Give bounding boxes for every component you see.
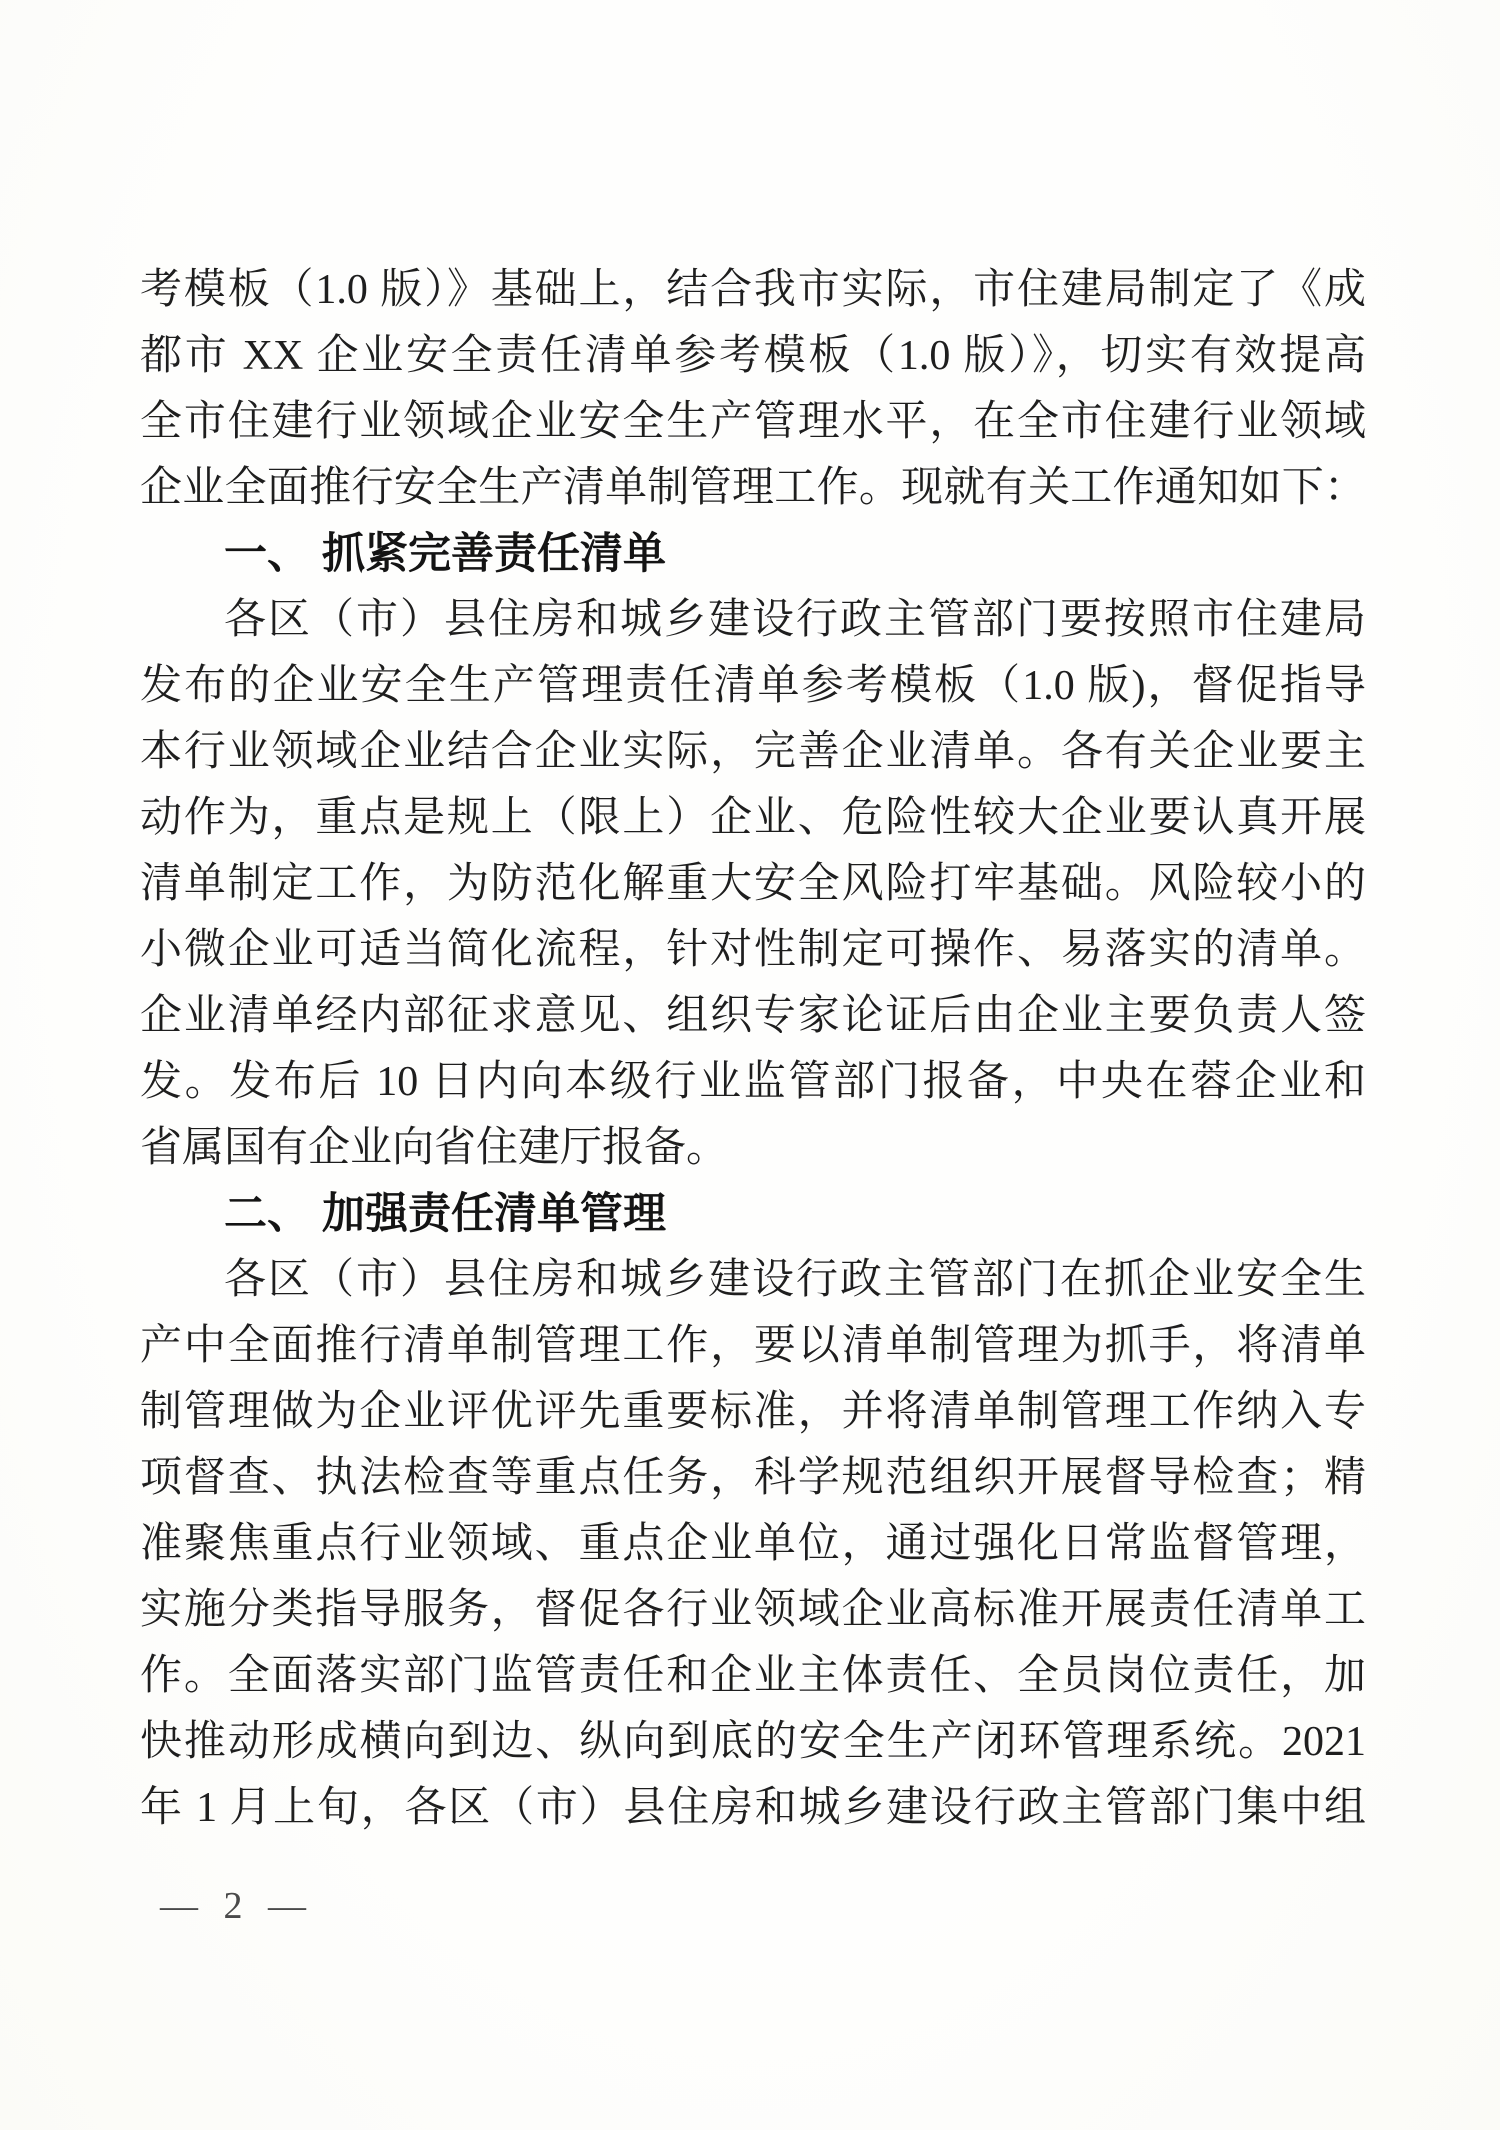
body-line: 动作为，重点是规上（限上）企业、危险性较大企业要认真开展 (140, 795, 1366, 841)
body-line: 发。发布后 10 日内向本级行业监管部门报备，中央在蓉企业和 (140, 1059, 1366, 1105)
document-body (140, 257, 1366, 1841)
body-line: 全市住建行业领域企业安全生产管理水平，在全市住建行业领域 (140, 399, 1366, 445)
body-line: 企业全面推行安全生产清单制管理工作。现就有关工作通知如下： (140, 465, 1366, 511)
body-line: 制管理做为企业评优评先重要标准，并将清单制管理工作纳入专 (140, 1389, 1366, 1435)
body-line: 作。全面落实部门监管责任和企业主体责任、全员岗位责任，加 (140, 1653, 1366, 1699)
section-heading-1: 一、 抓紧完善责任清单 (224, 530, 666, 578)
body-line: 年 1 月上旬，各区（市）县住房和城乡建设行政主管部门集中组 (140, 1785, 1366, 1831)
body-line: 产中全面推行清单制管理工作，要以清单制管理为抓手，将清单 (140, 1323, 1366, 1369)
body-line: 本行业领域企业结合企业实际，完善企业清单。各有关企业要主 (140, 729, 1366, 775)
body-line: 清单制定工作，为防范化解重大安全风险打牢基础。风险较小的 (140, 861, 1366, 907)
body-line: 项督查、执法检查等重点任务，科学规范组织开展督导检查；精 (140, 1455, 1366, 1501)
body-line: 快推动形成横向到边、纵向到底的安全生产闭环管理系统。2021 (140, 1719, 1366, 1765)
body-line: 企业清单经内部征求意见、组织专家论证后由企业主要负责人签 (140, 993, 1366, 1039)
body-line: 准聚焦重点行业领域、重点企业单位，通过强化日常监督管理， (140, 1521, 1366, 1567)
page-number: — 2 — (160, 1885, 314, 1927)
body-line: 实施分类指导服务，督促各行业领域企业高标准开展责任清单工 (140, 1587, 1366, 1633)
body-line: 各区（市）县住房和城乡建设行政主管部门在抓企业安全生 (224, 1257, 1366, 1303)
body-line: 都市 XX 企业安全责任清单参考模板（1.0 版）》，切实有效提高 (140, 333, 1366, 379)
section-heading-2: 二、 加强责任清单管理 (224, 1190, 666, 1238)
body-line: 考模板（1.0 版）》基础上，结合我市实际，市住建局制定了《成 (140, 267, 1366, 313)
body-line: 发布的企业安全生产管理责任清单参考模板（1.0 版)，督促指导 (140, 663, 1366, 709)
body-line: 小微企业可适当简化流程，针对性制定可操作、易落实的清单。 (140, 927, 1366, 973)
body-line: 各区（市）县住房和城乡建设行政主管部门要按照市住建局 (224, 597, 1366, 643)
body-line-paragraph-end: 省属国有企业向省住建厅报备。 (140, 1125, 729, 1171)
